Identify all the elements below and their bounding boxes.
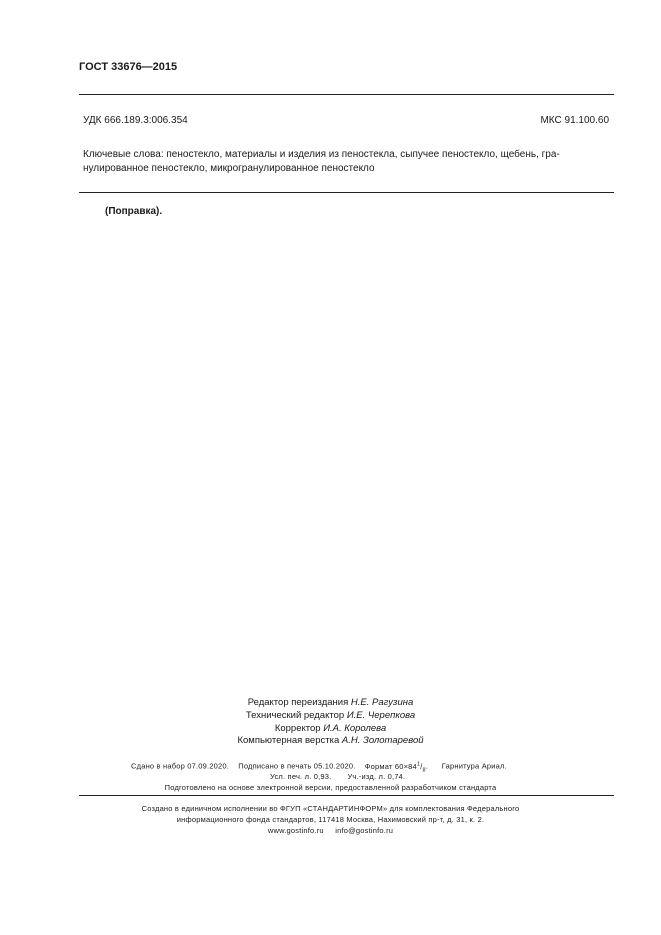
keywords-line-1: Ключевые слова: пеностекло, материалы и изделия из пеностекла, сыпучее пеностекло, щебень, гра- [83, 149, 560, 160]
keywords-line-2: нулированное пеностекло, микрогранулированное пеностекло [83, 163, 375, 174]
footer-website-link[interactable]: www.gostinfo.ru [267, 826, 324, 835]
imprint-typeset: Сдано в набор 07.09.2020. [131, 761, 230, 771]
staff-tech-editor [0, 710, 661, 721]
imprint-signed: Подписано в печать 05.10.2020. [238, 761, 356, 771]
imprint-line-2 [270, 772, 405, 781]
staff-name: И.Е. Черепкова [346, 710, 416, 721]
mks-code: МКС 91.100.60 [540, 115, 609, 126]
footer-line-1: Создано в единичном исполнении во ФГУП «СТАНДАРТИНФОРМ» для комплектования Федерального [141, 804, 520, 813]
footer-email-link[interactable]: info@gostinfo.ru [335, 826, 394, 835]
staff-name: А.Н. Золотаревой [341, 735, 424, 746]
document-header: ГОСТ 33676—2015 [79, 61, 178, 73]
header-rule [79, 94, 614, 95]
staff-role: Технический редактор [245, 710, 345, 721]
imprint-line-1: Сдано в набор 07.09.2020. Подписано в печать 05.10.2020. Формат $60\times 84^1/_8$. Гарнитура Ариал. [131, 761, 507, 773]
udk-code: УДК 666.189.3:006.354 [83, 115, 188, 126]
staff-role: Компьютерная верстка [237, 735, 340, 746]
imprint-format: Формат $60\times 84^1/_8$ [364, 761, 426, 773]
keywords [83, 148, 611, 176]
imprint-edit-sheets: Уч.-изд. л. 0,74. [347, 772, 406, 781]
imprint-prepared: Подготовлено на основе электронной версии, предоставленной разработчиком стандарта [164, 783, 497, 792]
imprint-font: Гарнитура Ариал. [441, 761, 507, 771]
footer-rule [79, 795, 614, 796]
correction-note: (Поправка). [105, 206, 163, 217]
footer-contacts [0, 826, 661, 835]
staff-role: Редактор переиздания [247, 697, 349, 708]
staff-corrector [0, 723, 661, 734]
staff-name: Н.Е. Рагузина [350, 697, 414, 708]
keywords-rule [79, 192, 614, 193]
staff-role: Корректор [274, 723, 321, 734]
footer-line-2: информационного фонда стандартов, 117418 Москва, Нахимовский пр-т, д. 31, к. 2. [176, 815, 485, 824]
staff-layout [0, 735, 661, 746]
imprint-print-sheets: Усл. печ. л. 0,93. [270, 772, 332, 781]
staff-editor [0, 697, 661, 708]
staff-name: И.А. Королева [323, 723, 387, 734]
